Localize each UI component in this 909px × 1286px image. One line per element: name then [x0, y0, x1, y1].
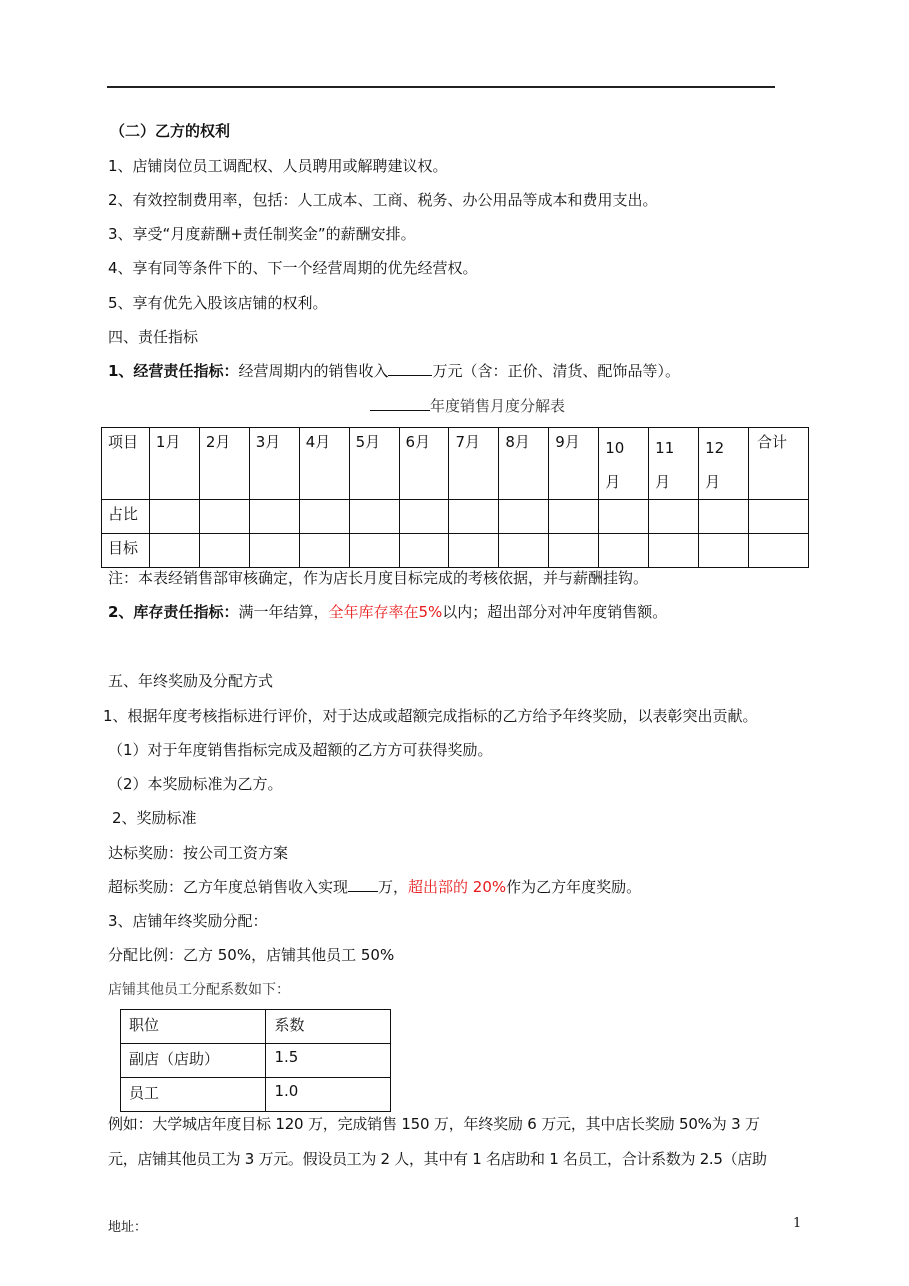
header-cell: 1月	[149, 428, 199, 500]
coefficient-table	[120, 1009, 391, 1112]
data-cell	[749, 500, 809, 534]
coefficient-caption: 店铺其他员工分配系数如下：	[108, 982, 290, 998]
position-cell: 副店（店助）	[121, 1044, 266, 1078]
section-title-kpi: 四、责任指标	[108, 328, 199, 346]
header-cell: 11 月	[649, 428, 699, 500]
header-cell: 5月	[349, 428, 399, 500]
data-cell	[399, 500, 449, 534]
kpi-inventory-paragraph	[108, 602, 667, 622]
table-row	[102, 500, 809, 534]
section-title-party-b-rights: （二）乙方的权利	[110, 122, 231, 140]
kpi-inventory-text-b: 以内；超出部分对冲年度销售额。	[442, 603, 668, 621]
monthly-table-caption: 年度销售月度分解表	[430, 397, 566, 415]
standard-line-1: 达标奖励：按公司工资方案	[108, 844, 289, 862]
data-cell	[149, 500, 199, 534]
data-cell	[549, 500, 599, 534]
inventory-rate-highlight: 全年库存率在5%	[328, 603, 443, 621]
kpi-inventory-label: 2、库存责任指标：	[108, 603, 239, 621]
table-row	[121, 1044, 391, 1078]
data-cell	[299, 534, 349, 568]
header-cell: 项目	[102, 428, 150, 500]
header-cell: 12 月	[699, 428, 749, 500]
year-blank	[370, 396, 430, 411]
data-cell	[499, 534, 549, 568]
table-note: 注：本表经销售部审核确定，作为店长月度目标完成的考核依据，并与薪酬挂钩。	[108, 569, 649, 587]
footer-address: 地址：	[108, 1220, 148, 1235]
table-header-row	[102, 428, 809, 500]
bonus-para-3: 3、店铺年终奖励分配：	[108, 912, 268, 930]
excess-amount-blank	[348, 877, 378, 892]
right-item-5: 5、享有优先入股该店铺的权利。	[108, 294, 328, 312]
table-row	[121, 1078, 391, 1112]
header-rule	[107, 86, 775, 88]
data-cell	[249, 500, 299, 534]
bonus-para-1: 1、根据年度考核指标进行评价，对于达成或超额完成指标的乙方给予年终奖励，以表彰突出贡献。	[103, 707, 758, 725]
monthly-table-caption-line	[370, 396, 565, 416]
kpi-sales-text-a: 经营周期内的销售收入	[238, 362, 389, 380]
bonus-para-2: 2、奖励标准	[112, 809, 197, 827]
excess-rate-highlight: 超出部的 20%	[408, 878, 507, 896]
table-row	[102, 534, 809, 568]
coefficient-cell: 1.5	[266, 1044, 391, 1078]
example-line-1: 例如：大学城店年度目标 120 万，完成销售 150 万，年终奖励 6 万元，其中店长奖励 50%为 3 万	[108, 1115, 760, 1133]
example-line-2: 元，店铺其他员工为 3 万元。假设员工为 2 人，其中有 1 名店助和 1 名员工，合计系数为 2.5（店助	[108, 1150, 767, 1168]
standard2-text-b: 万，	[378, 878, 409, 896]
distribution-ratio: 分配比例：乙方 50%，店铺其他员工 50%	[108, 946, 395, 964]
header-cell: 4月	[299, 428, 349, 500]
data-cell	[149, 534, 199, 568]
header-cell: 3月	[249, 428, 299, 500]
data-cell	[549, 534, 599, 568]
right-item-1: 1、店铺岗位员工调配权、人员聘用或解聘建议权。	[108, 157, 448, 175]
kpi-inventory-text-a: 满一年结算，	[238, 603, 329, 621]
data-cell	[599, 534, 649, 568]
coef-header-row	[121, 1010, 391, 1044]
data-cell	[699, 534, 749, 568]
header-cell: 2月	[199, 428, 249, 500]
data-cell	[299, 500, 349, 534]
header-cell: 7月	[449, 428, 499, 500]
data-cell	[199, 500, 249, 534]
data-cell	[449, 500, 499, 534]
sales-amount-blank	[388, 361, 432, 376]
data-cell	[649, 500, 699, 534]
header-cell: 10 月	[599, 428, 649, 500]
data-cell	[449, 534, 499, 568]
row-label-cell: 目标	[102, 534, 150, 568]
data-cell	[499, 500, 549, 534]
header-cell: 职位	[121, 1010, 266, 1044]
standard2-text-a: 超标奖励：乙方年度总销售收入实现	[108, 878, 349, 896]
data-cell	[249, 534, 299, 568]
standard-line-2	[108, 877, 641, 897]
header-cell: 合计	[749, 428, 809, 500]
kpi-sales-label: 1、经营责任指标：	[108, 362, 239, 380]
header-cell: 8月	[499, 428, 549, 500]
coefficient-cell: 1.0	[266, 1078, 391, 1112]
data-cell	[649, 534, 699, 568]
data-cell	[349, 534, 399, 568]
data-cell	[599, 500, 649, 534]
right-item-4: 4、享有同等条件下的、下一个经营周期的优先经营权。	[108, 259, 478, 277]
header-cell: 系数	[266, 1010, 391, 1044]
header-cell: 6月	[399, 428, 449, 500]
section-title-year-end-bonus: 五、年终奖励及分配方式	[108, 672, 274, 690]
data-cell	[349, 500, 399, 534]
kpi-sales-paragraph	[108, 361, 680, 381]
right-item-2: 2、有效控制费用率，包括：人工成本、工商、税务、办公用品等成本和费用支出。	[108, 191, 658, 209]
position-cell: 员工	[121, 1078, 266, 1112]
data-cell	[399, 534, 449, 568]
data-cell	[699, 500, 749, 534]
standard2-text-c: 作为乙方年度奖励。	[506, 878, 642, 896]
bonus-sub-2: （2）本奖励标准为乙方。	[108, 775, 283, 793]
data-cell	[749, 534, 809, 568]
monthly-sales-table	[101, 427, 809, 568]
row-label-cell: 占比	[102, 500, 150, 534]
data-cell	[199, 534, 249, 568]
kpi-sales-text-b: 万元（含：正价、清货、配饰品等）。	[432, 362, 680, 380]
header-cell: 9月	[549, 428, 599, 500]
right-item-3: 3、享受“月度薪酬+责任制奖金”的薪酬安排。	[108, 225, 416, 243]
bonus-sub-1: （1）对于年度销售指标完成及超额的乙方方可获得奖励。	[108, 741, 493, 759]
page-number: 1	[793, 1216, 802, 1231]
